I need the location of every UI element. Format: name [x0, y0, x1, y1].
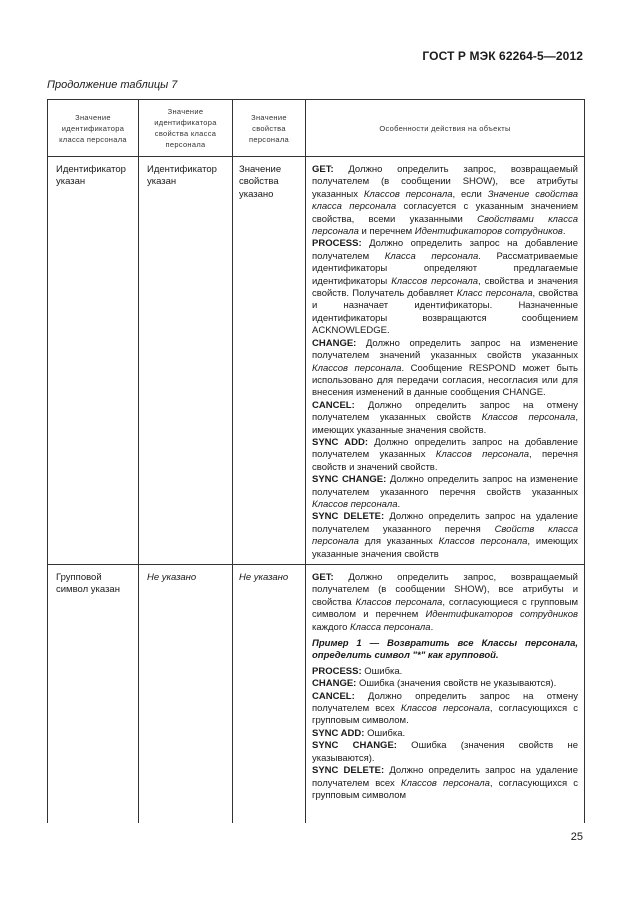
action-paragraph: [312, 338, 578, 400]
column-divider: [232, 100, 233, 823]
action-text: Класс персонала: [456, 288, 533, 300]
action-text: Должно определить запрос на отмену получателем всех: [312, 690, 578, 715]
action-keyword: PROCESS:: [312, 238, 362, 250]
action-text: Классов персонала: [400, 703, 490, 715]
action-keyword: GET:: [312, 572, 334, 583]
action-keyword: SYNC ADD:: [312, 436, 368, 448]
action-text: , согласующихся с групповым символом.: [312, 703, 578, 727]
row2-property-id: Не указано: [147, 572, 197, 583]
row2-class-id: Групповой символ указан: [56, 572, 120, 596]
action-text: . Сообщение RESPOND может быть использовано для передачи согласия, несогласия или для внесения изменений в данные сообщения CHANGE.: [312, 362, 579, 399]
row1-property-id: Идентификатор указан: [147, 164, 217, 188]
action-paragraph: [312, 765, 578, 802]
action-keyword: CHANGE:: [312, 337, 357, 349]
action-paragraph: [312, 474, 578, 511]
action-text: Классов персонала: [481, 412, 576, 424]
row1-action-description: [312, 164, 578, 561]
action-paragraph: [312, 691, 578, 728]
action-text: и перечнем: [358, 226, 415, 238]
action-text: Классов персонала: [312, 498, 398, 510]
action-text: для указанных: [358, 536, 439, 548]
action-keyword: CANCEL:: [312, 399, 355, 411]
action-keyword: SYNC ADD:: [312, 727, 365, 739]
action-text: , согласующихся с групповым символом: [312, 777, 578, 801]
action-text: Должно определить запрос на изменение получателем указанного перечня свойств указанных: [312, 474, 578, 498]
column-divider: [138, 100, 139, 823]
action-text: , перечня свойств и значений свойств.: [312, 449, 578, 473]
action-text: Пример 1 — Возвратить все Классы персонала, определить символ "*" как групповой.: [312, 638, 578, 662]
action-text: Должно определить запрос на изменение получателем значений указанных свойств указанных: [312, 337, 578, 362]
action-text: Должно определить запрос, возвращаемый получателем (в сообщении SHOW), все атрибуты указанных: [312, 164, 578, 200]
row1-property-value: Значение свойства указано: [239, 164, 282, 200]
action-text: .: [397, 498, 401, 510]
column-header-action: Особенности действия на объекты: [379, 123, 511, 133]
action-keyword: SYNC CHANGE:: [312, 474, 387, 486]
action-text: Должно определить запрос на добавление получателем: [312, 238, 578, 262]
action-text: , имеющих указанные значения свойств.: [312, 412, 578, 436]
action-text: Идентификаторов сотрудников: [414, 226, 563, 238]
action-text: Значение свойства класса персонала: [312, 188, 578, 213]
column-header-property-value: Значение свойства персонала: [249, 112, 289, 144]
action-text: Ошибка.: [361, 665, 403, 677]
action-text: , имеющих указанные значения свойств: [312, 536, 579, 560]
action-keyword: CANCEL:: [312, 690, 355, 702]
action-text: Классов персонала: [438, 536, 528, 548]
action-keyword: GET:: [312, 164, 334, 175]
document-standard-header: ГОСТ Р МЭК 62264-5—2012: [422, 49, 583, 63]
row-divider: [48, 564, 584, 565]
action-keyword: SYNC DELETE:: [312, 765, 385, 777]
action-text: , свойства и значения свойств. Получатель добавляет: [312, 275, 578, 300]
table: [47, 99, 585, 823]
action-keyword: CHANGE:: [312, 678, 357, 690]
action-text: согласуется с указанным значением свойства, всеми указанными: [312, 201, 578, 225]
column-header-class-id: Значение идентификатора класса персонала: [59, 112, 127, 144]
action-paragraph: [312, 572, 578, 634]
action-paragraph: [312, 238, 578, 337]
action-text: Классов персонала: [312, 362, 402, 374]
action-text: Должно определить запрос на добавление получателем указанных: [312, 436, 578, 461]
action-text: Классов персонала: [355, 596, 443, 608]
action-keyword: SYNC CHANGE:: [312, 740, 397, 752]
row2-property-value: Не указано: [239, 572, 289, 583]
action-text: Ошибка.: [364, 727, 406, 739]
action-text: . Рассматриваемые идентификаторы определяют предлагаемые идентификаторы: [312, 250, 579, 287]
action-text: , свойства и назначает идентификаторы. Назначенные идентификаторы возвращаются сообщением ACKNOWLEDGE.: [312, 288, 578, 337]
row2-action-description: [312, 572, 578, 802]
action-text: Должно определить запрос на удаление получателем всех: [312, 765, 578, 789]
action-text: Идентификаторов сотрудников: [425, 609, 578, 621]
action-text: Классов персонала: [435, 449, 529, 461]
action-paragraph: [312, 728, 578, 740]
action-text: Ошибка (значения свойств не указываются).: [356, 678, 557, 690]
column-header-property-id: Значение идентификатора свойства класса персонала: [154, 107, 217, 149]
action-text: Свойств класса персонала: [312, 523, 578, 548]
action-text: Классов персонала: [363, 188, 453, 200]
action-text: .: [562, 226, 566, 238]
action-text: Классов персонала: [400, 777, 490, 789]
table-caption: Продолжение таблицы 7: [47, 79, 178, 91]
action-paragraph: [312, 638, 578, 663]
row1-class-id: Идентификатор указан: [56, 164, 126, 188]
action-text: Классов персонала: [391, 275, 478, 287]
action-paragraph: [312, 666, 578, 678]
action-paragraph: [312, 740, 578, 765]
action-text: .: [430, 621, 434, 633]
action-text: Класса персонала: [350, 621, 431, 633]
action-text: , если: [452, 188, 488, 200]
action-paragraph: [312, 678, 578, 690]
action-text: Класса персонала: [384, 250, 479, 262]
action-text: Ошибка (значения свойств не указываются).: [312, 740, 578, 764]
action-paragraph: [312, 164, 578, 238]
column-divider: [305, 100, 306, 823]
action-text: , согласующиеся с групповым символом и перечнем: [312, 596, 578, 621]
action-paragraph: [312, 437, 578, 474]
action-text: Должно определить запрос на отмену получателем указанных свойств: [312, 399, 578, 424]
action-paragraph: [312, 511, 578, 561]
action-keyword: PROCESS:: [312, 665, 362, 677]
page-number: 25: [570, 831, 583, 843]
action-text: Должно определить запрос, возвращаемый получателем (в сообщении SHOW), все атрибуты и свойства: [312, 572, 578, 608]
header-divider: [48, 156, 584, 157]
action-keyword: SYNC DELETE:: [312, 511, 385, 523]
action-text: Должно определить запрос на удаление получателем указанного перечня: [312, 511, 578, 535]
action-text: каждого: [312, 621, 351, 633]
action-text: Свойствами класса персонала: [312, 213, 578, 238]
action-paragraph: [312, 400, 578, 437]
